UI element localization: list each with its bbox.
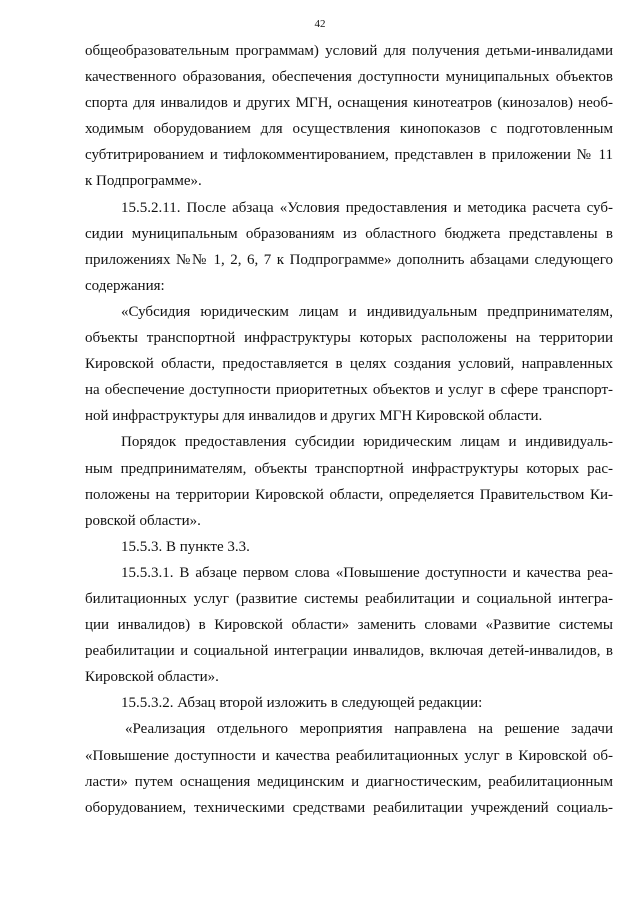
text-line: «Повышение доступности и качества реабилитационных услуг в Кировской об- xyxy=(85,747,613,764)
text-line: объекты транспортной инфраструктуры которых расположены на территории xyxy=(85,330,613,347)
text-line: ровской области». xyxy=(85,512,201,529)
text-line: 15.5.3. В пункте 3.3. xyxy=(121,538,250,555)
text-line: 15.5.3.1. В абзаце первом слова «Повышение доступности и качества реа- xyxy=(121,564,613,581)
document-body xyxy=(85,38,613,821)
text-line: ной инфраструктуры для инвалидов и других МГН Кировской области. xyxy=(85,408,543,425)
text-line: ным предпринимателям, объекты транспортной инфраструктуры которых рас- xyxy=(85,460,613,477)
text-line: оборудованием, техническими средствами реабилитации учреждений социаль- xyxy=(85,799,613,816)
text-line: качественного образования, обеспечения доступности муниципальных объектов xyxy=(85,69,613,86)
text-line: общеобразовательным программам) условий для получения детьми-инвалидами xyxy=(85,43,613,59)
text-line: «Субсидия юридическим лицам и индивидуальным предпринимателям, xyxy=(121,303,613,320)
text-line: спорта для инвалидов и других МГН, оснащения кинотеатров (кинозалов) необ- xyxy=(85,95,613,112)
text-line: сидии муниципальным образованиям из областного бюджета представлены в xyxy=(85,225,613,242)
text-line: к Подпрограмме». xyxy=(85,173,202,190)
text-line: субтитрированием и тифлокомментированием, представлен в приложении № 11 xyxy=(85,147,613,164)
text-line: на обеспечение доступности приоритетных объектов и услуг в сфере транспорт- xyxy=(85,382,613,399)
text-line: ласти» путем оснащения медицинским и диагностическим, реабилитационным xyxy=(85,773,613,790)
text-line: «Реализация отдельного мероприятия направлена на решение задачи xyxy=(125,721,613,738)
text-line: 15.5.3.2. Абзац второй изложить в следующей редакции: xyxy=(121,695,483,712)
page-number: 42 xyxy=(314,18,326,30)
text-line: Кировской области». xyxy=(85,669,219,686)
text-line: Порядок предоставления субсидии юридическим лицам и индивидуаль- xyxy=(121,434,613,451)
text-line: содержания: xyxy=(85,277,165,294)
text-line: 15.5.2.11. После абзаца «Условия предоставления и методика расчета суб- xyxy=(121,199,613,216)
text-line: билитационных услуг (развитие системы реабилитации и социальной интегра- xyxy=(85,590,613,607)
text-line: приложениях №№ 1, 2, 6, 7 к Подпрограмме» дополнить абзацами следующего xyxy=(85,251,613,268)
text-line: ходимым оборудованием для осуществления кинопоказов с подготовленным xyxy=(85,121,613,138)
text-line: положены на территории Кировской области, определяется Правительством Ки- xyxy=(85,486,613,503)
text-line: реабилитации и социальной интеграции инвалидов, включая детей-инвалидов, в xyxy=(85,643,613,660)
text-line: ции инвалидов) в Кировской области» заменить словами «Развитие системы xyxy=(85,617,613,634)
text-line: Кировской области, предоставляется в целях создания условий, направленных xyxy=(85,356,613,373)
